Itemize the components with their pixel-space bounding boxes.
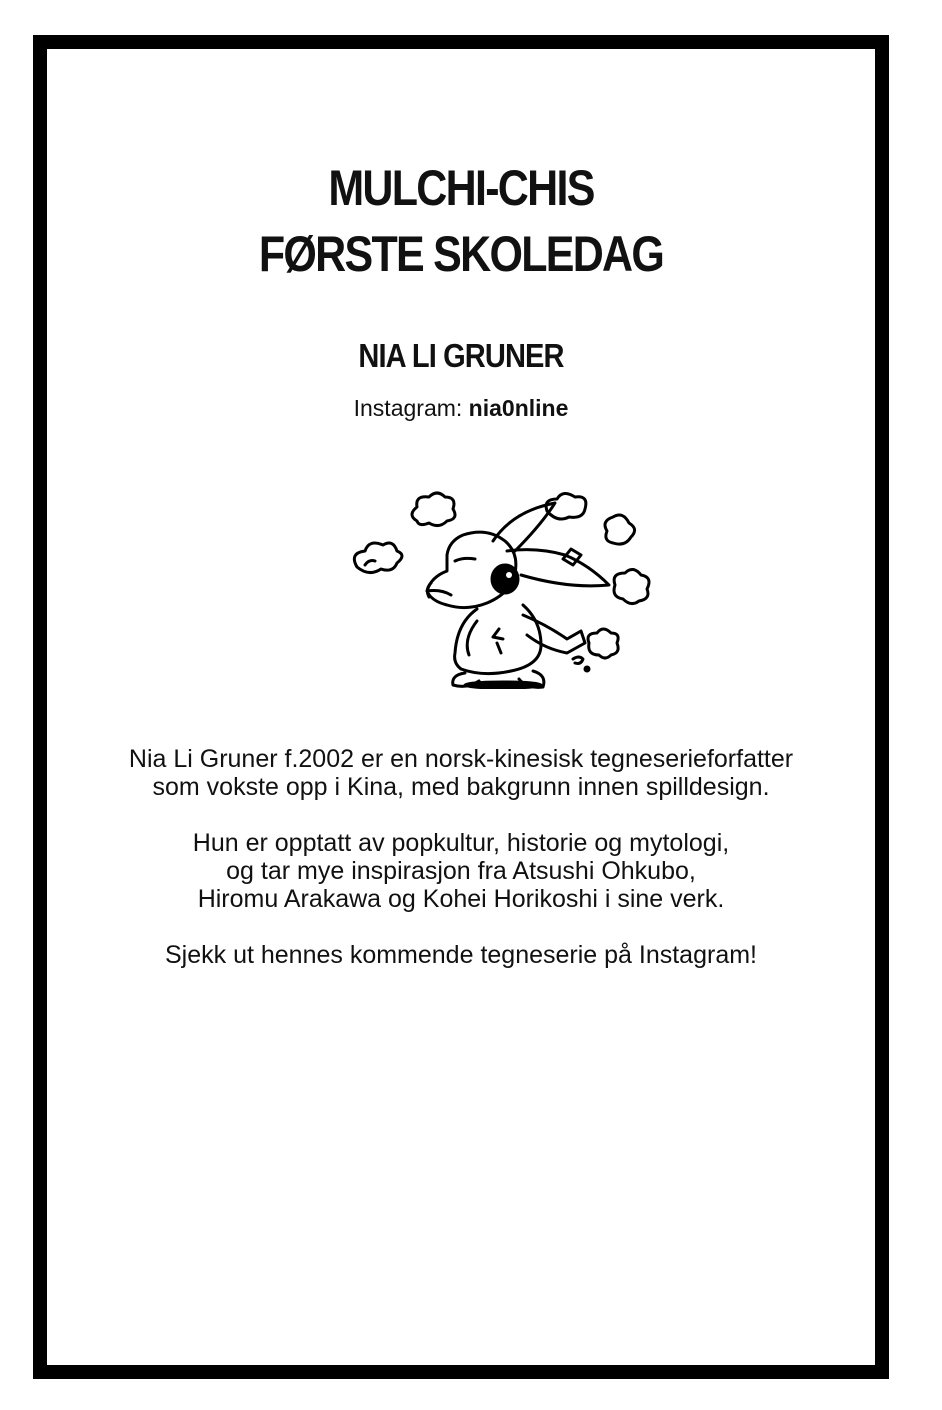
bio-line: og tar mye inspirasjon fra Atsushi Ohkubo,: [226, 857, 696, 885]
bio-paragraph-1: [47, 745, 875, 801]
bio-line: Hun er opptatt av popkultur, historie og mytologi,: [192, 829, 730, 857]
bio-paragraph-3: [47, 941, 875, 969]
dust-cloud-top-left-icon: [412, 493, 455, 526]
instagram-label: Instagram:: [353, 395, 463, 421]
author-name: NIA LI GRUNER: [358, 337, 564, 374]
instagram-credit: [47, 395, 875, 422]
bio-line: Sjekk ut hennes kommende tegneserie på Instagram!: [164, 941, 757, 969]
bio-paragraph-2: [47, 829, 875, 913]
instagram-handle: nia0nline: [468, 395, 569, 421]
book-title: [105, 155, 817, 287]
dust-cloud-left-icon: [354, 543, 402, 573]
page-border-frame: [33, 35, 889, 1379]
dust-cloud-top-right-icon: [546, 493, 634, 544]
book-title-line-1: MULCHI-CHIS: [328, 160, 594, 216]
bio-line: Hiromu Arakawa og Kohei Horikoshi i sine verk.: [197, 885, 725, 913]
author-biography: [47, 745, 875, 997]
bio-line: som vokste opp i Kina, med bakgrunn innen spilldesign.: [152, 773, 770, 801]
running-rabbit-character-icon: [327, 459, 657, 689]
dust-cloud-right-icon: [588, 569, 649, 658]
book-title-line-2: FØRSTE SKOLEDAG: [258, 226, 664, 282]
bio-line: Nia Li Gruner f.2002 er en norsk-kinesisk tegneserieforfatter: [128, 745, 794, 773]
